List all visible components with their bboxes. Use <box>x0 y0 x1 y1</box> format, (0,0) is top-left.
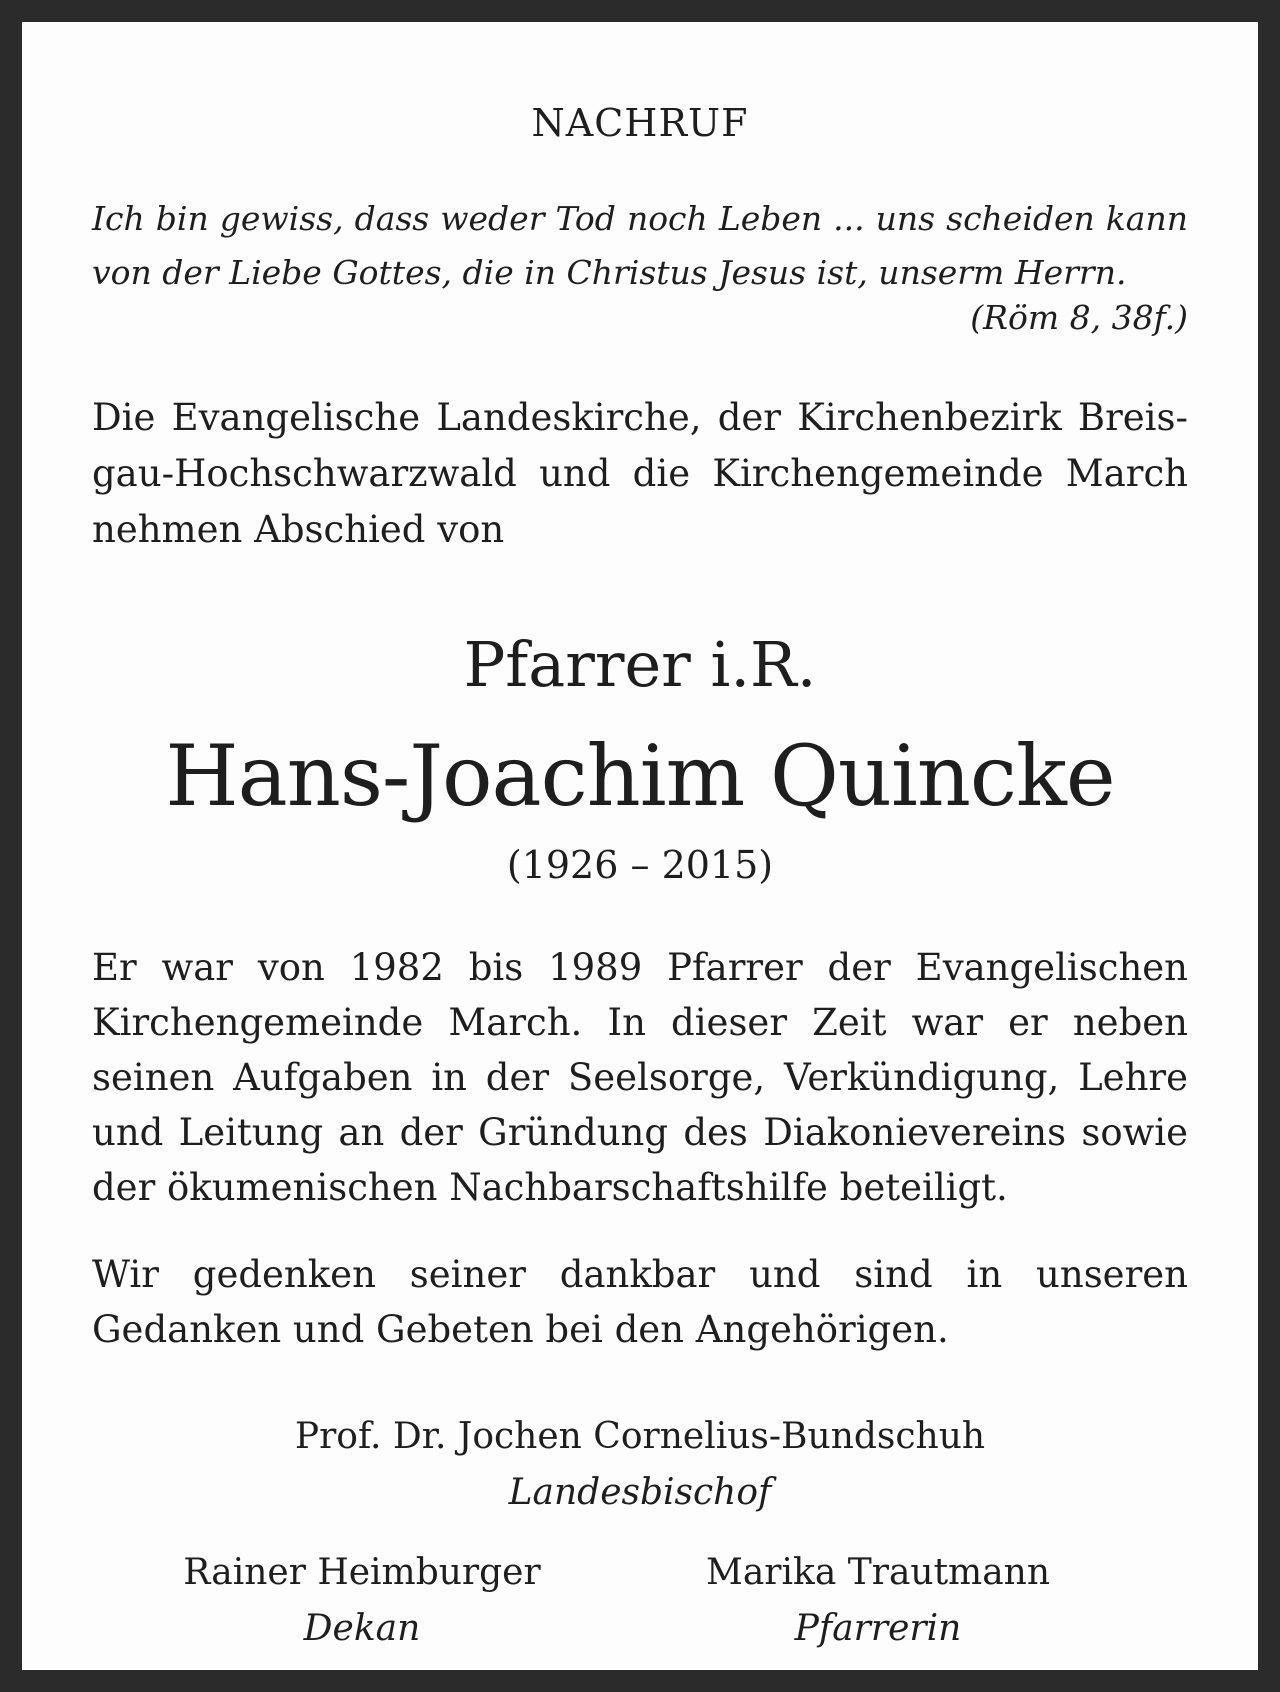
remembrance-line: Gedanken und Gebeten bei den Angehörigen. <box>92 1308 949 1351</box>
signature-name: Rainer Heimburger <box>183 1552 541 1593</box>
intro-line: nehmen Abschied von <box>92 508 505 551</box>
bible-quote <box>92 192 1188 300</box>
deceased-name: Hans-Joachim Quincke <box>165 727 1115 825</box>
deceased-title: Pfarrer i.R. <box>463 628 817 701</box>
remembrance-line: Wir gedenken seiner dankbar und sind in unseren <box>92 1253 1188 1296</box>
biography-line: Kirchengemeinde March. In dieser Zeit war er neben <box>92 1001 1188 1044</box>
signature-name: Marika Trautmann <box>705 1552 1051 1593</box>
quote-citation: (Röm 8, 38f.) <box>970 298 1188 337</box>
signature-dean <box>132 1545 592 1657</box>
intro-line: gau-Hochschwarzwald und die Kirchengemeinde March <box>92 452 1188 495</box>
biography-paragraph <box>92 940 1188 1215</box>
signature-bishop <box>92 1409 1188 1521</box>
quote-line: Ich bin gewiss, dass weder Tod noch Leben ... uns scheiden kann <box>92 199 1188 238</box>
biography-line: seinen Aufgaben in der Seelsorge, Verkündigung, Lehre <box>92 1056 1188 1099</box>
biography-line: der ökumenischen Nachbarschaftshilfe beteiligt. <box>92 1166 1008 1209</box>
notice-content <box>92 22 1188 1670</box>
remembrance-paragraph <box>92 1247 1188 1357</box>
biography-line: Er war von 1982 bis 1989 Pfarrer der Evangelischen <box>92 946 1188 989</box>
signature-name: Prof. Dr. Jochen Cornelius-Bundschuh <box>294 1416 986 1457</box>
notice-heading: NACHRUF <box>531 101 749 145</box>
signature-role: Dekan <box>303 1608 421 1649</box>
signature-pastor <box>648 1545 1108 1657</box>
intro-line: Die Evangelische Landeskirche, der Kirchenbezirk Breis- <box>92 396 1188 439</box>
biography-line: und Leitung an der Gründung des Diakonievereins sowie <box>92 1111 1188 1154</box>
signature-role: Landesbischof <box>508 1472 772 1513</box>
deceased-dates: (1926 – 2015) <box>506 843 774 887</box>
signature-row <box>92 1545 1188 1665</box>
intro-paragraph <box>92 390 1188 558</box>
quote-line: von der Liebe Gottes, die in Christus Jesus ist, unserm Herrn. <box>92 253 1127 292</box>
signature-role: Pfarrerin <box>794 1608 962 1649</box>
